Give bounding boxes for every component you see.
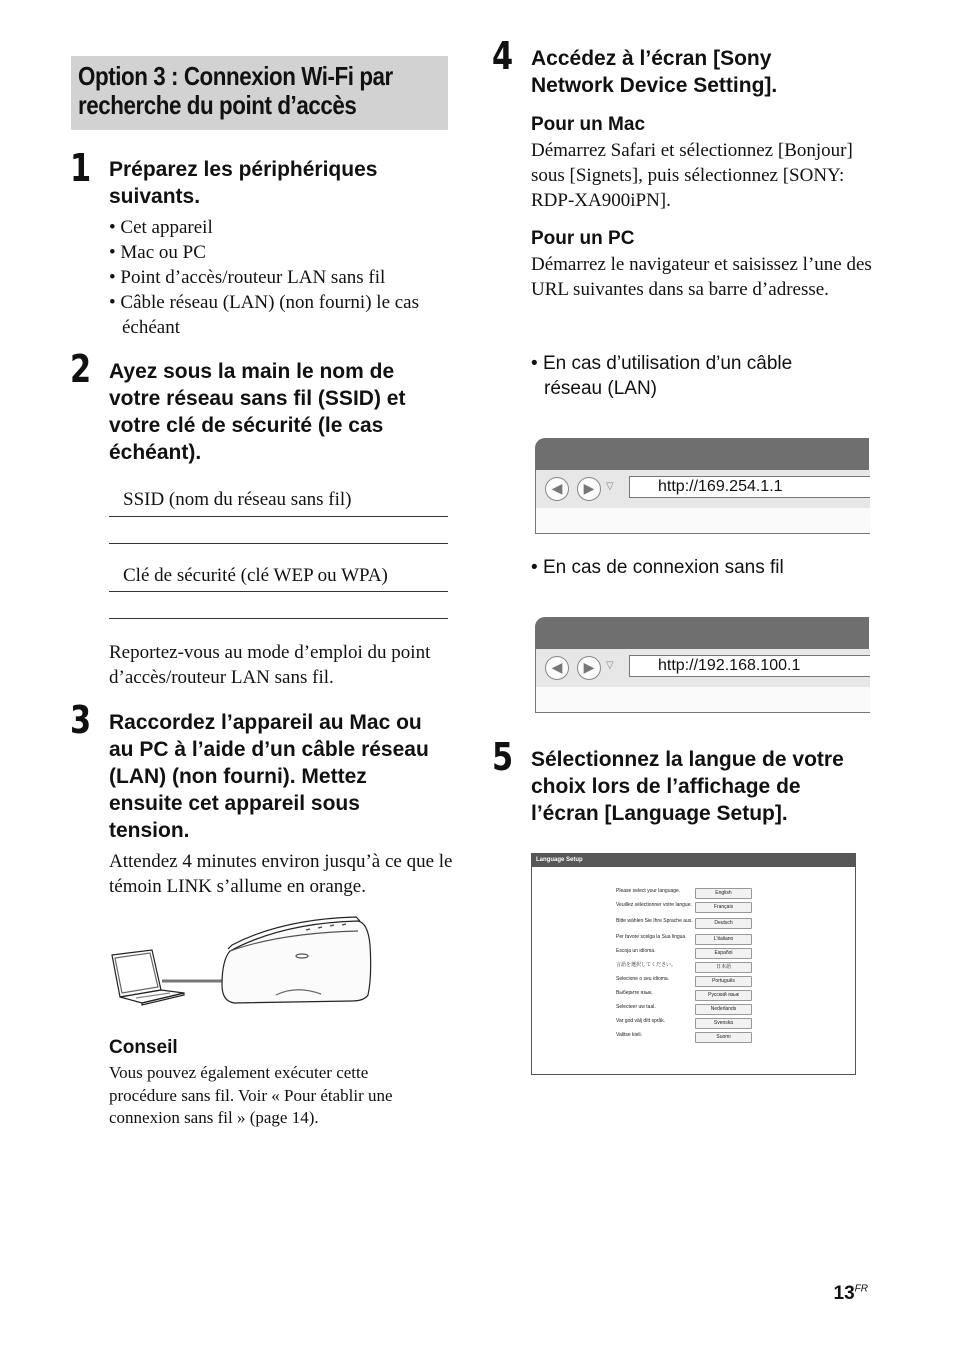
language-row: Please select your language. English <box>616 888 806 900</box>
language-setup-screen <box>531 853 856 1075</box>
browser-titlebar <box>535 617 869 649</box>
wifi-bullet <box>531 555 831 580</box>
browser-window-lan <box>535 438 869 534</box>
key-line-1 <box>109 591 448 592</box>
list-item: • Câble réseau (LAN) (non fourni) le cas échéant <box>109 292 420 338</box>
section-title: Option 3 : Connexion Wi-Fi par recherche du point d’accès <box>78 61 393 120</box>
step-3-number: 3 <box>70 698 92 742</box>
list-item: • Cet appareil <box>109 217 213 238</box>
page-number: $13^{FR}$ <box>833 1283 868 1304</box>
browser-window-wifi <box>535 617 869 713</box>
step-1-list <box>109 215 454 340</box>
language-button-suomi[interactable]: Suomi <box>695 1032 752 1043</box>
step-4-heading: Accédez à l’écran [Sony Network Device Setting]. <box>531 47 778 97</box>
chevron-down-icon[interactable]: ▽ <box>606 481 614 492</box>
mac-instructions: Démarrez Safari et sélectionnez [Bonjour] sous [Signets], puis sélectionnez [SONY: RDP-XA900iPN]. <box>531 140 853 211</box>
language-row: Выберите язык. Русский язык <box>616 990 806 1002</box>
list-item: • En cas de connexion sans fil <box>531 557 784 578</box>
language-button-svenska[interactable]: Svenska <box>695 1018 752 1029</box>
pc-subheading: Pour un PC <box>531 228 635 249</box>
ssid-line-2 <box>109 543 448 544</box>
laptop-speaker-illustration <box>106 915 376 1010</box>
back-arrow-icon[interactable]: ◀ <box>545 656 569 680</box>
step-2-number: 2 <box>70 347 92 391</box>
list-item: • Mac ou PC <box>109 242 206 263</box>
language-row: Selecteer uw taal. Nederlands <box>616 1004 806 1016</box>
pc-instructions: Démarrez le navigateur et saisissez l’une des URL suivantes dans sa barre d’adresse. <box>531 254 872 300</box>
step-3-heading: Raccordez l’appareil au Mac ou au PC à l’aide d’un câble réseau (LAN) (non fourni). Mettez ensuite cet appareil sous tension. <box>109 711 429 842</box>
address-bar[interactable]: http://169.254.1.1 <box>629 476 870 498</box>
language-button-english[interactable]: English <box>695 888 752 899</box>
address-bar[interactable]: http://192.168.100.1 <box>629 655 870 677</box>
language-button-russian[interactable]: Русский язык <box>695 990 752 1001</box>
step-1-number: 1 <box>70 146 92 190</box>
language-row: Veuillez sélectionner votre langue. Français <box>616 902 806 914</box>
browser-titlebar <box>535 438 869 470</box>
browser-toolbar <box>535 470 870 508</box>
list-item: • En cas d’utilisation d’un câble réseau (LAN) <box>531 353 793 399</box>
ssid-line-1 <box>109 516 448 517</box>
chevron-down-icon[interactable]: ▽ <box>606 660 614 671</box>
step-5-number: 5 <box>492 735 514 779</box>
browser-content <box>535 687 870 713</box>
language-setup-title: Language Setup <box>532 854 855 867</box>
lan-bullet <box>531 351 831 401</box>
browser-content <box>535 508 870 534</box>
language-row: Var god välj ditt språk. Svenska <box>616 1018 806 1030</box>
language-row: Valitse kieli. Suomi <box>616 1032 806 1044</box>
laptop-icon <box>112 950 184 1005</box>
step-4-number: 4 <box>492 34 514 78</box>
language-row: Escoja un idioma. Español <box>616 948 806 960</box>
tip-title: Conseil <box>109 1037 178 1058</box>
step-2-note: Reportez-vous au mode d’emploi du point d’accès/routeur LAN sans fil. <box>109 642 431 688</box>
mac-subheading: Pour un Mac <box>531 114 646 135</box>
step-1-heading: Préparez les périphériques suivants. <box>109 158 378 208</box>
language-row: Selecione o seu idioma. Português <box>616 976 806 988</box>
language-row: 言語を選択してください。 日本語 <box>616 962 806 974</box>
language-button-deutsch[interactable]: Deutsch <box>695 918 752 929</box>
key-line-2 <box>109 618 448 619</box>
language-row: Bitte wählen Sie Ihre Sprache aus. Deutsch <box>616 918 806 930</box>
forward-arrow-icon[interactable]: ▶ <box>577 656 601 680</box>
language-button-francais[interactable]: Français <box>695 902 752 913</box>
speaker-dock-icon <box>222 917 371 1003</box>
list-item: • Point d’accès/routeur LAN sans fil <box>109 267 386 288</box>
browser-toolbar <box>535 649 870 687</box>
step-5-heading: Sélectionnez la langue de votre choix lors de l’affichage de l’écran [Language Setup]. <box>531 748 844 825</box>
language-button-japanese[interactable]: 日本語 <box>695 962 752 973</box>
language-button-nederlands[interactable]: Nederlands <box>695 1004 752 1015</box>
step-3-body: Attendez 4 minutes environ jusqu’à ce que le témoin LINK s’allume en orange. <box>109 851 453 897</box>
back-arrow-icon[interactable]: ◀ <box>545 477 569 501</box>
tip-body: Vous pouvez également exécuter cette procédure sans fil. Voir « Pour établir une connexion sans fil » (page 14). <box>109 1063 393 1127</box>
step-2-heading: Ayez sous la main le nom de votre réseau sans fil (SSID) et votre clé de sécurité (le cas échéant). <box>109 360 406 464</box>
ssid-field-label: SSID (nom du réseau sans fil) <box>123 489 352 510</box>
forward-arrow-icon[interactable]: ▶ <box>577 477 601 501</box>
key-field-label: Clé de sécurité (clé WEP ou WPA) <box>123 565 388 586</box>
language-button-espanol[interactable]: Español <box>695 948 752 959</box>
language-row: Per favore scelga la Sua lingua. L'italiano <box>616 934 806 946</box>
language-button-italiano[interactable]: L'italiano <box>695 934 752 945</box>
language-button-portugues[interactable]: Português <box>695 976 752 987</box>
